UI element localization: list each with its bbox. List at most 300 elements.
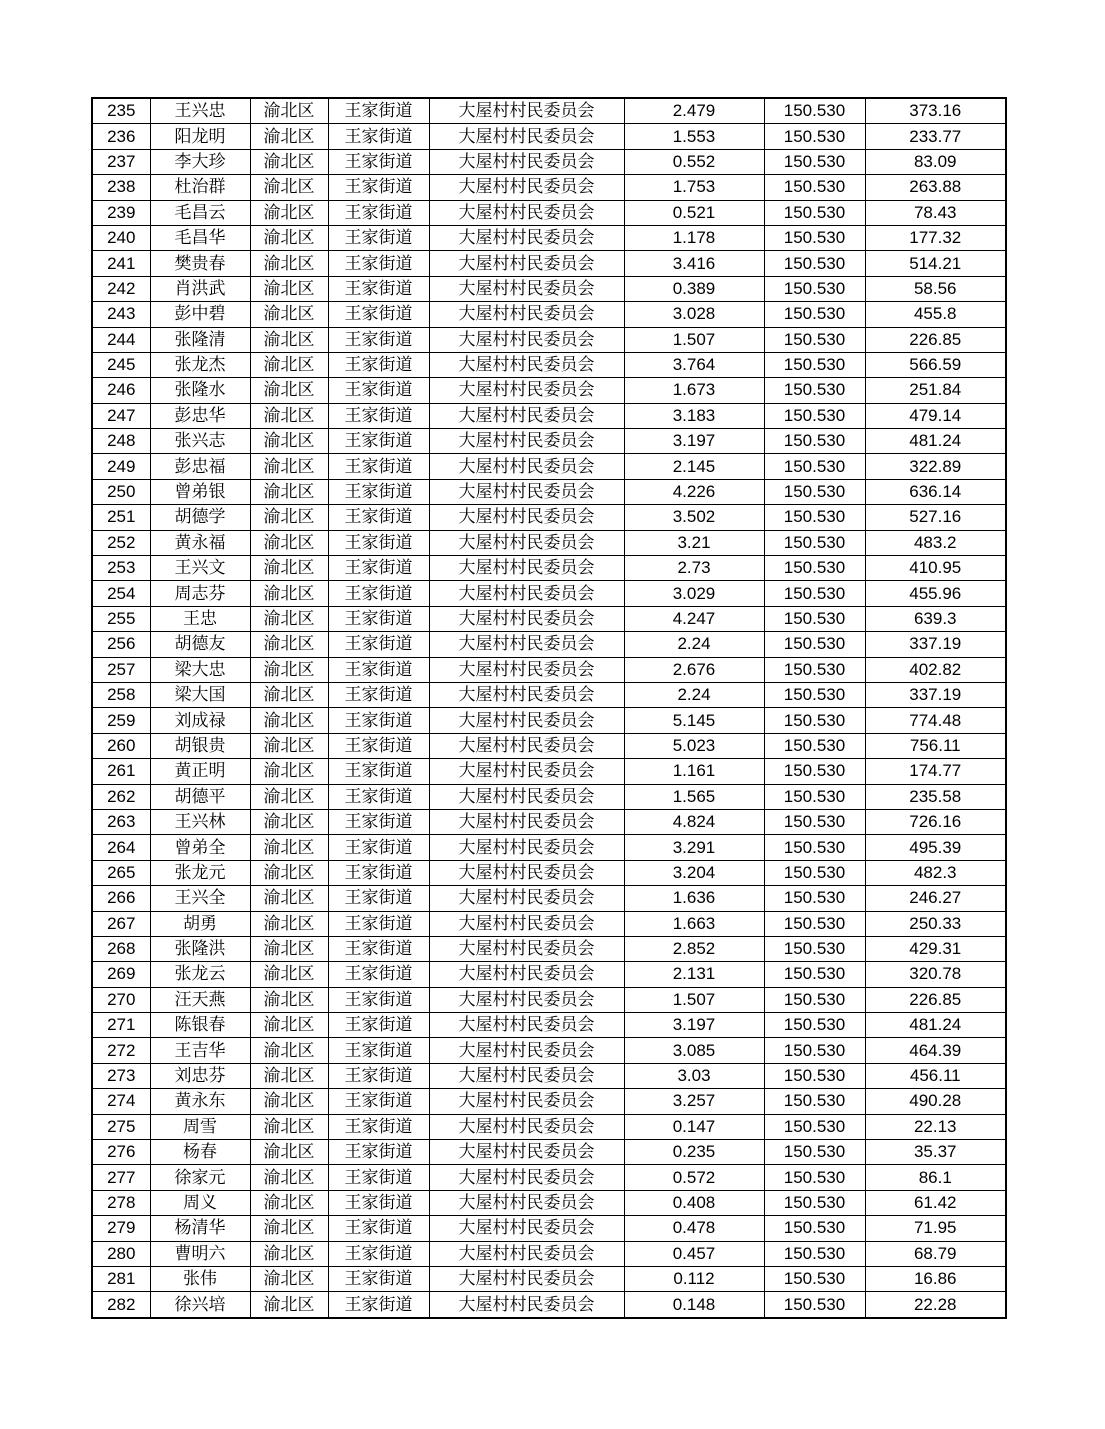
table-row xyxy=(92,479,1006,504)
unit-price-cell: 150.530 xyxy=(764,733,865,758)
committee-cell: 大屋村村民委员会 xyxy=(429,759,624,784)
table-row xyxy=(92,657,1006,682)
row-number-cell: 278 xyxy=(92,1190,150,1215)
area-cell: 0.235 xyxy=(624,1140,764,1165)
committee-cell: 大屋村村民委员会 xyxy=(429,225,624,250)
area-cell: 3.502 xyxy=(624,505,764,530)
area-cell: 0.478 xyxy=(624,1216,764,1241)
table-row xyxy=(92,1292,1006,1318)
unit-price-cell: 150.530 xyxy=(764,911,865,936)
district-cell: 渝北区 xyxy=(250,962,328,987)
street-cell: 王家街道 xyxy=(328,1190,429,1215)
name-cell: 毛昌云 xyxy=(150,200,250,225)
street-cell: 王家街道 xyxy=(328,962,429,987)
table-row xyxy=(92,886,1006,911)
name-cell: 张隆水 xyxy=(150,378,250,403)
amount-cell: 226.85 xyxy=(865,987,1006,1012)
amount-cell: 22.13 xyxy=(865,1114,1006,1139)
amount-cell: 410.95 xyxy=(865,556,1006,581)
table-row xyxy=(92,606,1006,631)
name-cell: 刘成禄 xyxy=(150,708,250,733)
name-cell: 彭忠福 xyxy=(150,454,250,479)
row-number-cell: 238 xyxy=(92,175,150,200)
name-cell: 彭忠华 xyxy=(150,403,250,428)
amount-cell: 455.96 xyxy=(865,581,1006,606)
row-number-cell: 253 xyxy=(92,556,150,581)
table-row xyxy=(92,149,1006,174)
table-row xyxy=(92,1089,1006,1114)
amount-cell: 402.82 xyxy=(865,657,1006,682)
district-cell: 渝北区 xyxy=(250,403,328,428)
table-row xyxy=(92,530,1006,555)
name-cell: 王兴全 xyxy=(150,886,250,911)
amount-cell: 68.79 xyxy=(865,1241,1006,1266)
area-cell: 0.389 xyxy=(624,276,764,301)
district-cell: 渝北区 xyxy=(250,708,328,733)
district-cell: 渝北区 xyxy=(250,251,328,276)
row-number-cell: 262 xyxy=(92,784,150,809)
area-cell: 2.131 xyxy=(624,962,764,987)
unit-price-cell: 150.530 xyxy=(764,98,865,124)
district-cell: 渝北区 xyxy=(250,886,328,911)
street-cell: 王家街道 xyxy=(328,225,429,250)
unit-price-cell: 150.530 xyxy=(764,505,865,530)
committee-cell: 大屋村村民委员会 xyxy=(429,962,624,987)
row-number-cell: 241 xyxy=(92,251,150,276)
table-row xyxy=(92,759,1006,784)
area-cell: 2.852 xyxy=(624,936,764,961)
district-cell: 渝北区 xyxy=(250,429,328,454)
row-number-cell: 269 xyxy=(92,962,150,987)
unit-price-cell: 150.530 xyxy=(764,530,865,555)
amount-cell: 337.19 xyxy=(865,682,1006,707)
committee-cell: 大屋村村民委员会 xyxy=(429,429,624,454)
table-row xyxy=(92,708,1006,733)
committee-cell: 大屋村村民委员会 xyxy=(429,606,624,631)
district-cell: 渝北区 xyxy=(250,1292,328,1318)
unit-price-cell: 150.530 xyxy=(764,454,865,479)
area-cell: 2.676 xyxy=(624,657,764,682)
street-cell: 王家街道 xyxy=(328,327,429,352)
table-row xyxy=(92,632,1006,657)
row-number-cell: 264 xyxy=(92,835,150,860)
committee-cell: 大屋村村民委员会 xyxy=(429,1140,624,1165)
committee-cell: 大屋村村民委员会 xyxy=(429,682,624,707)
table-row xyxy=(92,1114,1006,1139)
district-cell: 渝北区 xyxy=(250,809,328,834)
row-number-cell: 259 xyxy=(92,708,150,733)
area-cell: 3.291 xyxy=(624,835,764,860)
table-row xyxy=(92,911,1006,936)
district-cell: 渝北区 xyxy=(250,682,328,707)
amount-cell: 263.88 xyxy=(865,175,1006,200)
committee-cell: 大屋村村民委员会 xyxy=(429,1216,624,1241)
area-cell: 1.178 xyxy=(624,225,764,250)
amount-cell: 337.19 xyxy=(865,632,1006,657)
amount-cell: 566.59 xyxy=(865,352,1006,377)
amount-cell: 373.16 xyxy=(865,98,1006,124)
district-cell: 渝北区 xyxy=(250,225,328,250)
street-cell: 王家街道 xyxy=(328,352,429,377)
street-cell: 王家街道 xyxy=(328,911,429,936)
district-cell: 渝北区 xyxy=(250,1038,328,1063)
row-number-cell: 249 xyxy=(92,454,150,479)
district-cell: 渝北区 xyxy=(250,352,328,377)
street-cell: 王家街道 xyxy=(328,682,429,707)
name-cell: 周志芬 xyxy=(150,581,250,606)
table-row xyxy=(92,936,1006,961)
committee-cell: 大屋村村民委员会 xyxy=(429,987,624,1012)
area-cell: 1.636 xyxy=(624,886,764,911)
street-cell: 王家街道 xyxy=(328,886,429,911)
street-cell: 王家街道 xyxy=(328,1114,429,1139)
row-number-cell: 266 xyxy=(92,886,150,911)
district-cell: 渝北区 xyxy=(250,1114,328,1139)
street-cell: 王家街道 xyxy=(328,733,429,758)
street-cell: 王家街道 xyxy=(328,606,429,631)
row-number-cell: 244 xyxy=(92,327,150,352)
unit-price-cell: 150.530 xyxy=(764,200,865,225)
amount-cell: 251.84 xyxy=(865,378,1006,403)
name-cell: 周义 xyxy=(150,1190,250,1215)
unit-price-cell: 150.530 xyxy=(764,708,865,733)
amount-cell: 636.14 xyxy=(865,479,1006,504)
row-number-cell: 240 xyxy=(92,225,150,250)
street-cell: 王家街道 xyxy=(328,556,429,581)
row-number-cell: 261 xyxy=(92,759,150,784)
unit-price-cell: 150.530 xyxy=(764,1241,865,1266)
committee-cell: 大屋村村民委员会 xyxy=(429,302,624,327)
unit-price-cell: 150.530 xyxy=(764,632,865,657)
district-cell: 渝北区 xyxy=(250,1013,328,1038)
street-cell: 王家街道 xyxy=(328,1165,429,1190)
row-number-cell: 245 xyxy=(92,352,150,377)
committee-cell: 大屋村村民委员会 xyxy=(429,784,624,809)
row-number-cell: 263 xyxy=(92,809,150,834)
district-cell: 渝北区 xyxy=(250,657,328,682)
row-number-cell: 247 xyxy=(92,403,150,428)
row-number-cell: 273 xyxy=(92,1063,150,1088)
name-cell: 张伟 xyxy=(150,1266,250,1291)
table-row xyxy=(92,1190,1006,1215)
street-cell: 王家街道 xyxy=(328,276,429,301)
amount-cell: 177.32 xyxy=(865,225,1006,250)
amount-cell: 250.33 xyxy=(865,911,1006,936)
unit-price-cell: 150.530 xyxy=(764,225,865,250)
street-cell: 王家街道 xyxy=(328,1216,429,1241)
amount-cell: 71.95 xyxy=(865,1216,1006,1241)
unit-price-cell: 150.530 xyxy=(764,1140,865,1165)
amount-cell: 83.09 xyxy=(865,149,1006,174)
unit-price-cell: 150.530 xyxy=(764,327,865,352)
table-row xyxy=(92,276,1006,301)
district-cell: 渝北区 xyxy=(250,124,328,149)
unit-price-cell: 150.530 xyxy=(764,581,865,606)
district-cell: 渝北区 xyxy=(250,987,328,1012)
area-cell: 0.147 xyxy=(624,1114,764,1139)
unit-price-cell: 150.530 xyxy=(764,784,865,809)
unit-price-cell: 150.530 xyxy=(764,403,865,428)
table-row xyxy=(92,1063,1006,1088)
name-cell: 肖洪武 xyxy=(150,276,250,301)
street-cell: 王家街道 xyxy=(328,860,429,885)
row-number-cell: 267 xyxy=(92,911,150,936)
amount-cell: 58.56 xyxy=(865,276,1006,301)
district-cell: 渝北区 xyxy=(250,98,328,124)
name-cell: 胡德平 xyxy=(150,784,250,809)
amount-cell: 235.58 xyxy=(865,784,1006,809)
street-cell: 王家街道 xyxy=(328,1266,429,1291)
committee-cell: 大屋村村民委员会 xyxy=(429,251,624,276)
committee-cell: 大屋村村民委员会 xyxy=(429,505,624,530)
district-cell: 渝北区 xyxy=(250,302,328,327)
unit-price-cell: 150.530 xyxy=(764,479,865,504)
street-cell: 王家街道 xyxy=(328,835,429,860)
name-cell: 杜治群 xyxy=(150,175,250,200)
row-number-cell: 243 xyxy=(92,302,150,327)
table-row xyxy=(92,1241,1006,1266)
committee-cell: 大屋村村民委员会 xyxy=(429,327,624,352)
name-cell: 张龙云 xyxy=(150,962,250,987)
unit-price-cell: 150.530 xyxy=(764,1292,865,1318)
table-row xyxy=(92,1038,1006,1063)
area-cell: 2.145 xyxy=(624,454,764,479)
table-row xyxy=(92,682,1006,707)
table-row xyxy=(92,1165,1006,1190)
committee-cell: 大屋村村民委员会 xyxy=(429,378,624,403)
unit-price-cell: 150.530 xyxy=(764,936,865,961)
amount-cell: 233.77 xyxy=(865,124,1006,149)
area-cell: 3.257 xyxy=(624,1089,764,1114)
committee-cell: 大屋村村民委员会 xyxy=(429,200,624,225)
street-cell: 王家街道 xyxy=(328,429,429,454)
committee-cell: 大屋村村民委员会 xyxy=(429,1038,624,1063)
area-cell: 0.148 xyxy=(624,1292,764,1318)
committee-cell: 大屋村村民委员会 xyxy=(429,403,624,428)
amount-cell: 774.48 xyxy=(865,708,1006,733)
committee-cell: 大屋村村民委员会 xyxy=(429,581,624,606)
table-row xyxy=(92,352,1006,377)
committee-cell: 大屋村村民委员会 xyxy=(429,708,624,733)
row-number-cell: 256 xyxy=(92,632,150,657)
row-number-cell: 281 xyxy=(92,1266,150,1291)
area-cell: 0.572 xyxy=(624,1165,764,1190)
street-cell: 王家街道 xyxy=(328,251,429,276)
name-cell: 彭中碧 xyxy=(150,302,250,327)
street-cell: 王家街道 xyxy=(328,1038,429,1063)
committee-cell: 大屋村村民委员会 xyxy=(429,657,624,682)
table-row xyxy=(92,987,1006,1012)
table-row xyxy=(92,962,1006,987)
district-cell: 渝北区 xyxy=(250,632,328,657)
unit-price-cell: 150.530 xyxy=(764,175,865,200)
street-cell: 王家街道 xyxy=(328,657,429,682)
street-cell: 王家街道 xyxy=(328,1292,429,1318)
table-row xyxy=(92,505,1006,530)
unit-price-cell: 150.530 xyxy=(764,302,865,327)
amount-cell: 226.85 xyxy=(865,327,1006,352)
row-number-cell: 274 xyxy=(92,1089,150,1114)
area-cell: 2.73 xyxy=(624,556,764,581)
name-cell: 徐家元 xyxy=(150,1165,250,1190)
row-number-cell: 248 xyxy=(92,429,150,454)
street-cell: 王家街道 xyxy=(328,1089,429,1114)
area-cell: 3.764 xyxy=(624,352,764,377)
row-number-cell: 282 xyxy=(92,1292,150,1318)
district-cell: 渝北区 xyxy=(250,581,328,606)
row-number-cell: 270 xyxy=(92,987,150,1012)
district-cell: 渝北区 xyxy=(250,860,328,885)
table-row xyxy=(92,378,1006,403)
street-cell: 王家街道 xyxy=(328,175,429,200)
street-cell: 王家街道 xyxy=(328,454,429,479)
unit-price-cell: 150.530 xyxy=(764,556,865,581)
street-cell: 王家街道 xyxy=(328,1241,429,1266)
data-table xyxy=(91,97,1007,1319)
street-cell: 王家街道 xyxy=(328,1140,429,1165)
committee-cell: 大屋村村民委员会 xyxy=(429,454,624,479)
unit-price-cell: 150.530 xyxy=(764,149,865,174)
committee-cell: 大屋村村民委员会 xyxy=(429,733,624,758)
committee-cell: 大屋村村民委员会 xyxy=(429,1089,624,1114)
area-cell: 1.663 xyxy=(624,911,764,936)
table-row xyxy=(92,1216,1006,1241)
unit-price-cell: 150.530 xyxy=(764,809,865,834)
amount-cell: 86.1 xyxy=(865,1165,1006,1190)
name-cell: 曹明六 xyxy=(150,1241,250,1266)
table-row xyxy=(92,175,1006,200)
amount-cell: 456.11 xyxy=(865,1063,1006,1088)
unit-price-cell: 150.530 xyxy=(764,1089,865,1114)
row-number-cell: 268 xyxy=(92,936,150,961)
street-cell: 王家街道 xyxy=(328,530,429,555)
name-cell: 徐兴培 xyxy=(150,1292,250,1318)
committee-cell: 大屋村村民委员会 xyxy=(429,936,624,961)
area-cell: 3.197 xyxy=(624,1013,764,1038)
district-cell: 渝北区 xyxy=(250,911,328,936)
name-cell: 黄正明 xyxy=(150,759,250,784)
district-cell: 渝北区 xyxy=(250,454,328,479)
committee-cell: 大屋村村民委员会 xyxy=(429,479,624,504)
row-number-cell: 279 xyxy=(92,1216,150,1241)
street-cell: 王家街道 xyxy=(328,149,429,174)
name-cell: 胡德友 xyxy=(150,632,250,657)
district-cell: 渝北区 xyxy=(250,733,328,758)
unit-price-cell: 150.530 xyxy=(764,276,865,301)
district-cell: 渝北区 xyxy=(250,1266,328,1291)
table-row xyxy=(92,200,1006,225)
table-row xyxy=(92,251,1006,276)
district-cell: 渝北区 xyxy=(250,1089,328,1114)
committee-cell: 大屋村村民委员会 xyxy=(429,124,624,149)
area-cell: 3.21 xyxy=(624,530,764,555)
amount-cell: 246.27 xyxy=(865,886,1006,911)
committee-cell: 大屋村村民委员会 xyxy=(429,860,624,885)
committee-cell: 大屋村村民委员会 xyxy=(429,98,624,124)
unit-price-cell: 150.530 xyxy=(764,1190,865,1215)
street-cell: 王家街道 xyxy=(328,809,429,834)
unit-price-cell: 150.530 xyxy=(764,886,865,911)
committee-cell: 大屋村村民委员会 xyxy=(429,1292,624,1318)
unit-price-cell: 150.530 xyxy=(764,1266,865,1291)
district-cell: 渝北区 xyxy=(250,530,328,555)
district-cell: 渝北区 xyxy=(250,1165,328,1190)
row-number-cell: 277 xyxy=(92,1165,150,1190)
committee-cell: 大屋村村民委员会 xyxy=(429,352,624,377)
street-cell: 王家街道 xyxy=(328,759,429,784)
amount-cell: 322.89 xyxy=(865,454,1006,479)
area-cell: 1.673 xyxy=(624,378,764,403)
amount-cell: 174.77 xyxy=(865,759,1006,784)
amount-cell: 482.3 xyxy=(865,860,1006,885)
row-number-cell: 271 xyxy=(92,1013,150,1038)
unit-price-cell: 150.530 xyxy=(764,1216,865,1241)
area-cell: 3.028 xyxy=(624,302,764,327)
street-cell: 王家街道 xyxy=(328,632,429,657)
district-cell: 渝北区 xyxy=(250,276,328,301)
amount-cell: 464.39 xyxy=(865,1038,1006,1063)
area-cell: 3.03 xyxy=(624,1063,764,1088)
committee-cell: 大屋村村民委员会 xyxy=(429,1241,624,1266)
name-cell: 梁大国 xyxy=(150,682,250,707)
table-row xyxy=(92,124,1006,149)
committee-cell: 大屋村村民委员会 xyxy=(429,886,624,911)
area-cell: 1.507 xyxy=(624,987,764,1012)
committee-cell: 大屋村村民委员会 xyxy=(429,175,624,200)
amount-cell: 78.43 xyxy=(865,200,1006,225)
area-cell: 0.408 xyxy=(624,1190,764,1215)
area-cell: 3.204 xyxy=(624,860,764,885)
row-number-cell: 265 xyxy=(92,860,150,885)
unit-price-cell: 150.530 xyxy=(764,1038,865,1063)
table-row xyxy=(92,302,1006,327)
row-number-cell: 272 xyxy=(92,1038,150,1063)
district-cell: 渝北区 xyxy=(250,1241,328,1266)
unit-price-cell: 150.530 xyxy=(764,606,865,631)
committee-cell: 大屋村村民委员会 xyxy=(429,632,624,657)
committee-cell: 大屋村村民委员会 xyxy=(429,835,624,860)
table-row xyxy=(92,784,1006,809)
amount-cell: 639.3 xyxy=(865,606,1006,631)
name-cell: 张龙杰 xyxy=(150,352,250,377)
name-cell: 王兴文 xyxy=(150,556,250,581)
district-cell: 渝北区 xyxy=(250,1063,328,1088)
name-cell: 王兴林 xyxy=(150,809,250,834)
name-cell: 王兴忠 xyxy=(150,98,250,124)
district-cell: 渝北区 xyxy=(250,1140,328,1165)
unit-price-cell: 150.530 xyxy=(764,759,865,784)
area-cell: 2.24 xyxy=(624,682,764,707)
name-cell: 张龙元 xyxy=(150,860,250,885)
row-number-cell: 251 xyxy=(92,505,150,530)
street-cell: 王家街道 xyxy=(328,124,429,149)
district-cell: 渝北区 xyxy=(250,175,328,200)
area-cell: 0.112 xyxy=(624,1266,764,1291)
street-cell: 王家街道 xyxy=(328,987,429,1012)
name-cell: 胡德学 xyxy=(150,505,250,530)
table-row xyxy=(92,733,1006,758)
amount-cell: 495.39 xyxy=(865,835,1006,860)
district-cell: 渝北区 xyxy=(250,936,328,961)
area-cell: 5.145 xyxy=(624,708,764,733)
street-cell: 王家街道 xyxy=(328,505,429,530)
table-row xyxy=(92,860,1006,885)
street-cell: 王家街道 xyxy=(328,403,429,428)
table-row xyxy=(92,809,1006,834)
amount-cell: 483.2 xyxy=(865,530,1006,555)
amount-cell: 756.11 xyxy=(865,733,1006,758)
table-row xyxy=(92,581,1006,606)
